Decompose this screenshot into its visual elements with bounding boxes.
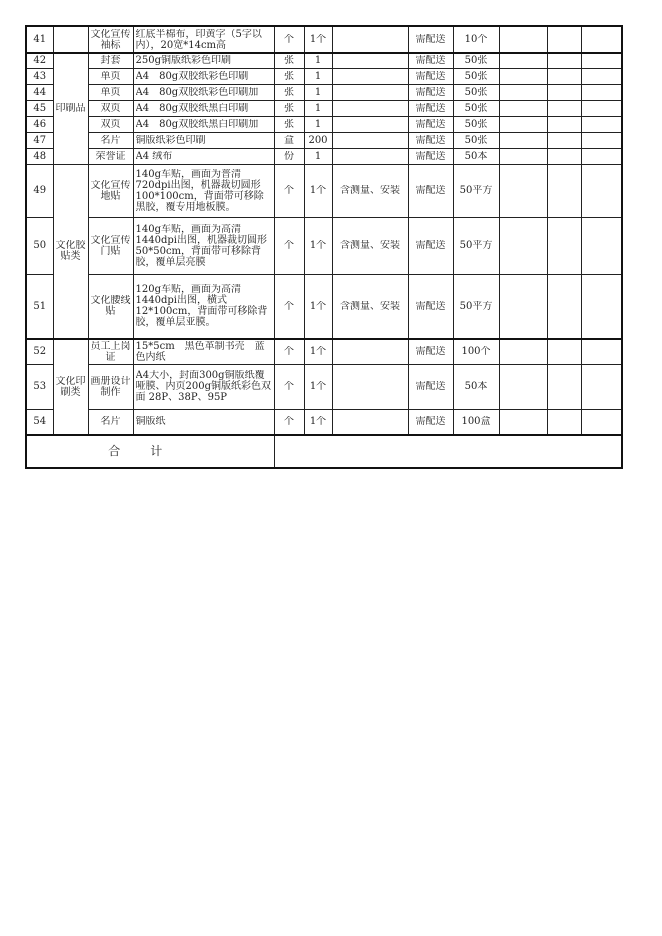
qty-text: 1 [314,55,322,67]
desc-text: A4 绒布 [135,150,173,162]
amount-text: 50张 [464,118,488,130]
cell-note [332,217,408,274]
cell-no [26,148,53,164]
cell-no [26,68,53,84]
cell-extra-1 [499,53,547,68]
delivery-text: 需配送 [415,55,446,67]
unit-text: 张 [284,86,294,98]
cell-no [26,217,53,274]
cell-qty [304,68,332,84]
cell-unit [274,409,304,435]
table-row [26,84,622,100]
cell-no [26,132,53,148]
unit-text: 盒 [284,134,294,146]
cell-unit [274,26,304,53]
no-text: 51 [33,300,47,312]
cell-cat [53,339,88,435]
cell-extra-1 [499,339,547,364]
cell-extra-3 [581,409,622,435]
cell-qty [304,116,332,132]
unit-text: 个 [284,34,294,45]
cell-note [332,84,408,100]
amount-text: 50张 [464,86,488,98]
cell-desc [133,164,274,217]
cell-extra-1 [499,132,547,148]
cell-qty [304,274,332,339]
table-row [26,68,622,84]
cell-desc [133,84,274,100]
no-text: 50 [33,240,47,251]
cell-unit [274,116,304,132]
delivery-text: 需配送 [415,70,446,82]
delivery-text: 需配送 [415,34,446,45]
delivery-text: 需配送 [415,381,446,392]
cell-no [26,164,53,217]
cell-delivery [408,100,453,116]
cell-extra-2 [547,274,581,339]
cell-amount [453,132,499,148]
desc-text: A4 80g双胶纸彩色印刷 [135,70,249,82]
cell-item [88,148,133,164]
cell-extra-3 [581,274,622,339]
cell-amount [453,26,499,53]
unit-text: 张 [284,118,294,130]
no-text: 53 [33,381,47,392]
cell-note [332,116,408,132]
item-text: 双页 [100,118,121,130]
unit-text: 个 [284,346,294,358]
delivery-text: 需配送 [415,86,446,98]
cell-note [332,26,408,53]
cell-delivery [408,217,453,274]
desc-text: 140g车贴，画面为高清1440dpi出图，机器裁切圆形50*50cm，背面带可移除背胶，覆单层亮膜 [135,223,267,268]
cell-qty [304,53,332,68]
item-text: 画册设计制作 [90,375,131,398]
cell-extra-1 [499,68,547,84]
cell-extra-1 [499,217,547,274]
unit-text: 个 [284,300,294,312]
no-text: 44 [33,86,47,98]
desc-text: 120g车贴，画面为高清1440dpi出图，横式12*100cm，背面带可移除背胶，覆单层亚膜。 [135,284,268,329]
cell-qty [304,409,332,435]
cell-unit [274,339,304,364]
cell-unit [274,164,304,217]
total-label: 合计 [26,435,274,468]
qty-text: 1个 [309,240,327,251]
cell-qty [304,100,332,116]
cell-delivery [408,26,453,53]
cell-amount [453,164,499,217]
amount-text: 50张 [464,102,488,114]
cell-no [26,26,53,53]
unit-text: 张 [284,55,294,67]
qty-text: 1个 [309,300,327,312]
cell-extra-2 [547,132,581,148]
cell-note [332,132,408,148]
cell-extra-2 [547,164,581,217]
qty-text: 1 [314,150,322,162]
cell-delivery [408,53,453,68]
cell-qty [304,339,332,364]
unit-text: 个 [284,381,294,392]
desc-text: A4 80g双胶纸黑白印刷 [135,102,249,114]
cell-unit [274,217,304,274]
cell-note [332,100,408,116]
cell-extra-2 [547,409,581,435]
cell-extra-2 [547,26,581,53]
qty-text: 1个 [309,381,327,392]
qty-text: 1 [314,102,322,114]
table-row [26,274,622,339]
cell-note [332,68,408,84]
cell-note [332,148,408,164]
desc-text: 红底半棉布，印黄字（5字以内），20宽*14cm高 [135,28,262,51]
cell-amount [453,148,499,164]
cell-extra-3 [581,364,622,409]
cell-qty [304,84,332,100]
desc-text: A4大小，封面300g铜版纸覆哑膜、内页200g铜版纸彩色双面 28P、38P、95P [135,370,271,403]
cell-amount [453,84,499,100]
table-row [26,364,622,409]
table-row [26,217,622,274]
cell-desc [133,26,274,53]
cell-note [332,364,408,409]
cell-amount [453,116,499,132]
cell-no [26,274,53,339]
cell-extra-2 [547,148,581,164]
cell-unit [274,364,304,409]
amount-text: 100盒 [461,416,491,428]
cell-extra-3 [581,68,622,84]
cell-extra-1 [499,364,547,409]
cell-amount [453,68,499,84]
item-text: 双页 [100,102,121,114]
table-row [26,164,622,217]
cell-extra-3 [581,339,622,364]
cell-desc [133,116,274,132]
table-row [26,53,622,68]
delivery-text: 需配送 [415,300,446,312]
table-row [26,100,622,116]
cell-extra-2 [547,68,581,84]
no-text: 42 [33,55,47,67]
cell-item [88,84,133,100]
table-row [26,26,622,53]
cat-text: 文化胶贴类 [55,240,86,263]
cell-item [88,53,133,68]
item-text: 文化宣传袖标 [90,28,131,51]
cell-qty [304,217,332,274]
cell-extra-2 [547,53,581,68]
cell-note [332,164,408,217]
cell-unit [274,100,304,116]
cell-delivery [408,68,453,84]
cell-extra-1 [499,274,547,339]
amount-text: 50平方 [459,185,493,196]
item-text: 名片 [100,134,121,146]
cell-extra-2 [547,100,581,116]
cell-unit [274,274,304,339]
no-text: 43 [33,70,47,82]
cell-extra-3 [581,53,622,68]
delivery-text: 需配送 [415,150,446,162]
item-text: 名片 [100,416,121,428]
cell-desc [133,148,274,164]
cell-extra-1 [499,84,547,100]
delivery-text: 需配送 [415,240,446,251]
delivery-text: 需配送 [415,346,446,358]
table-row [26,409,622,435]
note-text: 含测量、安装 [340,300,400,312]
cell-extra-3 [581,100,622,116]
cell-extra-2 [547,116,581,132]
cell-delivery [408,274,453,339]
cell-desc [133,100,274,116]
cell-extra-3 [581,116,622,132]
cell-note [332,53,408,68]
cell-item [88,364,133,409]
cell-extra-3 [581,164,622,217]
amount-text: 50张 [464,55,488,67]
table-row [26,339,622,364]
cell-desc [133,132,274,148]
qty-text: 200 [308,134,328,146]
qty-text: 1个 [309,346,327,358]
delivery-text: 需配送 [415,118,446,130]
item-text: 文化宣传地贴 [90,179,131,202]
cell-extra-3 [581,84,622,100]
cell-item [88,26,133,53]
unit-text: 份 [284,150,294,162]
unit-text: 张 [284,70,294,82]
cell-no [26,116,53,132]
cell-no [26,84,53,100]
cell-unit [274,53,304,68]
qty-text: 1 [314,118,322,130]
cell-extra-1 [499,409,547,435]
total-row [26,435,622,468]
cell-desc [133,53,274,68]
cell-note [332,274,408,339]
amount-text: 50张 [464,70,488,82]
cell-desc [133,339,274,364]
cell-amount [453,339,499,364]
cell-item [88,339,133,364]
cell-extra-2 [547,217,581,274]
cell-extra-2 [547,84,581,100]
cell-desc [133,364,274,409]
delivery-text: 需配送 [415,416,446,428]
no-text: 45 [33,102,47,114]
desc-text: 铜版纸彩色印刷 [135,134,206,146]
cell-note [332,409,408,435]
cell-delivery [408,339,453,364]
table-row [26,148,622,164]
cell-delivery [408,148,453,164]
cell-extra-3 [581,132,622,148]
cell-qty [304,148,332,164]
no-text: 49 [33,185,47,196]
cell-delivery [408,164,453,217]
note-text: 含测量、安装 [340,185,400,196]
desc-text: 15*5cm 黑色革制书壳 蓝色内纸 [135,340,265,363]
cell-amount [453,364,499,409]
cell-delivery [408,132,453,148]
cell-no [26,100,53,116]
cell-amount [453,217,499,274]
no-text: 54 [33,416,47,428]
cell-delivery [408,84,453,100]
table-row [26,116,622,132]
cell-no [26,53,53,68]
cell-cat [53,53,88,164]
cell-amount [453,100,499,116]
cell-extra-3 [581,217,622,274]
cell-item [88,164,133,217]
cell-no [26,364,53,409]
amount-text: 10个 [464,34,488,45]
cell-item [88,100,133,116]
cell-extra-3 [581,26,622,53]
item-text: 文化宣传门贴 [90,234,131,257]
item-text: 单页 [100,86,121,98]
item-text: 单页 [100,70,121,82]
quote-table [25,25,623,469]
cell-extra-1 [499,26,547,53]
item-text: 荣誉证 [95,150,126,162]
cell-amount [453,409,499,435]
cell-item [88,217,133,274]
unit-text: 个 [284,240,294,251]
amount-text: 50本 [464,150,488,162]
qty-text: 1个 [309,34,327,45]
cell-no [26,339,53,364]
no-text: 52 [33,346,47,358]
cell-extra-1 [499,116,547,132]
delivery-text: 需配送 [415,102,446,114]
cat-text: 文化印刷类 [55,376,86,398]
cell-unit [274,68,304,84]
cell-desc [133,217,274,274]
table-row [26,132,622,148]
amount-text: 50平方 [459,240,493,251]
item-text: 文化腰线贴 [90,295,131,318]
cell-qty [304,164,332,217]
cat-text: 印刷品 [55,103,86,115]
cell-no [26,409,53,435]
no-text: 48 [33,150,47,162]
cell-qty [304,26,332,53]
cell-desc [133,68,274,84]
cell-item [88,132,133,148]
cell-item [88,274,133,339]
delivery-text: 需配送 [415,134,446,146]
desc-text: 铜版纸 [135,416,166,428]
desc-text: A4 80g双胶纸黑白印刷加 [135,118,259,130]
cell-delivery [408,116,453,132]
item-text: 封套 [100,55,121,67]
qty-text: 1个 [309,185,327,196]
cell-delivery [408,409,453,435]
cell-amount [453,274,499,339]
no-text: 41 [33,34,47,45]
item-text: 员工上岗证 [90,340,131,363]
cell-extra-1 [499,164,547,217]
amount-text: 100个 [461,346,491,358]
amount-text: 50平方 [459,300,493,312]
no-text: 47 [33,134,47,146]
cell-amount [453,53,499,68]
amount-text: 50本 [464,381,488,392]
cell-note [332,339,408,364]
cell-cat [53,164,88,339]
cell-extra-3 [581,148,622,164]
delivery-text: 需配送 [415,185,446,196]
qty-text: 1个 [309,416,327,428]
cell-delivery [408,364,453,409]
note-text: 含测量、安装 [340,240,400,251]
qty-text: 1 [314,86,322,98]
no-text: 46 [33,118,47,130]
unit-text: 个 [284,185,294,196]
cell-cat [53,26,88,53]
desc-text: A4 80g双胶纸彩色印刷加 [135,86,259,98]
cell-item [88,68,133,84]
cell-qty [304,132,332,148]
unit-text: 张 [284,102,294,114]
cell-extra-1 [499,100,547,116]
cell-item [88,116,133,132]
cell-extra-1 [499,148,547,164]
cell-unit [274,132,304,148]
qty-text: 1 [314,70,322,82]
cell-extra-2 [547,339,581,364]
total-value [274,435,622,468]
amount-text: 50张 [464,134,488,146]
desc-text: 250g铜版纸彩色印刷 [135,55,231,67]
cell-unit [274,148,304,164]
cell-desc [133,274,274,339]
cell-desc [133,409,274,435]
cell-extra-2 [547,364,581,409]
cell-item [88,409,133,435]
cell-qty [304,364,332,409]
unit-text: 个 [284,416,294,428]
desc-text: 140g车贴，画面为普清720dpi出图，机器裁切圆形100*100cm，背面带可移除黑胶，覆专用地板膜。 [135,168,264,213]
cell-unit [274,84,304,100]
